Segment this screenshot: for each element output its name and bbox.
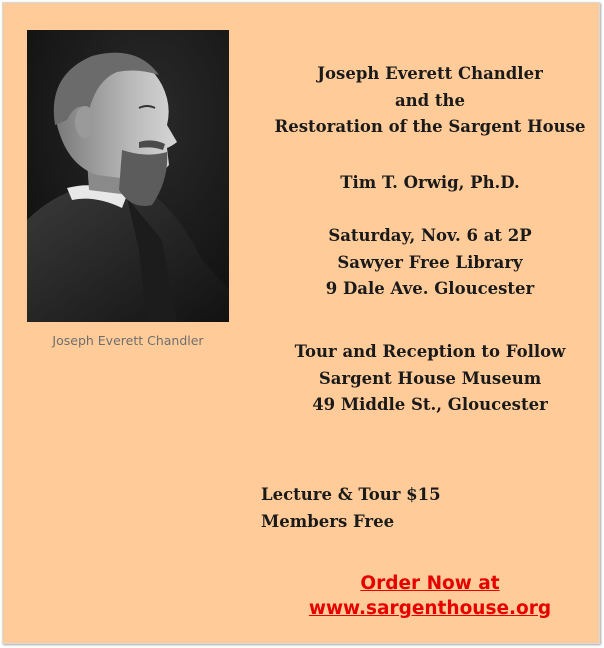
title-line: Joseph Everett Chandler bbox=[317, 64, 543, 83]
event-title bbox=[265, 61, 595, 141]
tour-line: Sargent House Museum bbox=[318, 368, 542, 388]
photo-caption: Joseph Everett Chandler bbox=[52, 333, 204, 348]
pricing bbox=[261, 481, 441, 535]
event-date: Saturday, Nov. 6 at 2P bbox=[328, 226, 532, 245]
price-members: Members Free bbox=[261, 512, 395, 531]
tour-line: Tour and Reception to Follow bbox=[294, 342, 566, 361]
title-line: Restoration of the Sargent House bbox=[274, 117, 586, 136]
event-flyer bbox=[2, 2, 600, 644]
event-address: 9 Dale Ave. Gloucester bbox=[325, 279, 535, 298]
event-venue: Sawyer Free Library bbox=[337, 252, 523, 272]
portrait-photo bbox=[27, 30, 229, 322]
price-lecture: Lecture & Tour $15 bbox=[261, 485, 441, 504]
speaker-name bbox=[265, 170, 595, 197]
event-details bbox=[265, 223, 595, 303]
order-link-url[interactable]: www.sargenthouse.org bbox=[308, 598, 552, 619]
speaker-line: Tim T. Orwig, Ph.D. bbox=[340, 173, 520, 192]
tour-details bbox=[265, 339, 595, 419]
tour-line: 49 Middle St., Gloucester bbox=[312, 395, 548, 414]
order-link-label[interactable]: Order Now at bbox=[360, 573, 500, 594]
order-section bbox=[265, 571, 595, 621]
title-line: and the bbox=[394, 90, 466, 110]
